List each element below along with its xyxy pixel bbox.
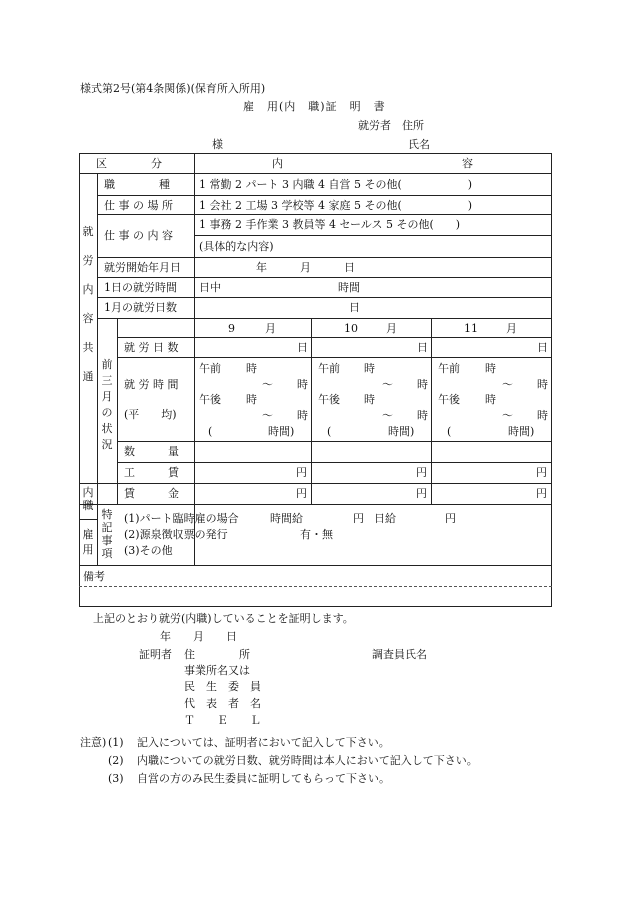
jigyosho-label: 事業所名又は [184,664,250,677]
form-number: 様式第2号(第4条関係)(保育所入所用) [80,82,266,95]
basho-label: 仕 事 の 場 所 [104,199,173,212]
chingin-yen-m2: 円 [416,487,427,500]
note-3-num: (3) [108,772,124,785]
note-3-text: 自営の方のみ民生委員に証明してもらって下さい。 [137,772,390,785]
nissu-label: 1月の就労日数 [104,301,177,314]
note-1-text: 記入については、証明者において記入して下さい。 [137,736,390,749]
worker-name-label: 氏名 [408,138,430,151]
col-you-header: 容 [462,157,473,170]
days-unit-m3: 日 [537,341,548,354]
tokki-nikkyu: 日給 [374,512,396,525]
shomeisha-label: 証明者 [139,648,172,661]
note-2-text: 内職についての就労日数、就労時間は本人において記入して下さい。 [137,754,478,767]
daihyo-label: 代 表 者 名 [184,697,261,710]
jusho-label: 住 所 [184,648,250,661]
worker-address-label: 就労者 住所 [358,119,424,132]
kaishi-label: 就労開始年月日 [104,261,181,274]
col-kubun-header: 区 分 [96,157,162,170]
certify-statement: 上記のとおり就労(内職)していることを証明します。 [93,612,354,625]
jikan-unit: 時間 [338,281,360,294]
kouchin-yen-m2: 円 [416,466,427,479]
note-1-num: (1) [108,736,124,749]
side-label-naishoku: 内 職 [82,486,94,512]
tel-label: Ｔ Ｅ Ｌ [184,714,261,727]
month-2-header: 10 月 [344,322,397,335]
gutai-naiyou-label: (具体的な内容) [199,240,274,253]
side-label-shugyo-naiyou-kyotsu: 就 労 内 容 共 通 [82,225,94,383]
shokushu-value: 1 常勤 2 パート 3 内職 4 自営 5 その他( ) [199,178,473,191]
month-1-header: 9 月 [228,322,276,335]
jikan-nichu: 日中 [199,281,221,294]
tokki-line2: (2)源泉徴収票の発行 [124,528,228,541]
tokki-line3: (3)その他 [124,544,173,557]
tokki-umu: 有・無 [300,528,333,541]
kouchin-yen-m1: 円 [296,466,307,479]
tokki-nikkyu-yen: 円 [445,512,456,525]
basho-value: 1 会社 2 工場 3 学校等 4 家庭 5 その他( ) [199,199,473,212]
side-label-koyou: 雇 用 [82,528,94,556]
tokki-line1: (1)パート臨時雇の場合 [124,512,239,525]
note-2-num: (2) [108,754,124,767]
document-title: 雇 用(内 職)証 明 書 [243,100,386,113]
tokki-jikankyu: 時間給 [270,512,303,525]
suryo-label: 数 量 [124,445,179,458]
chingin-yen-m3: 円 [536,487,547,500]
side-label-zen-sangetsu: 前 三 月 の 状 況 [101,358,113,451]
days-unit-m1: 日 [297,341,308,354]
col-uchi-header: 内 [272,157,283,170]
chingin-label: 賃 金 [124,487,179,500]
bikou-label: 備考 [83,570,105,583]
shokushu-label: 職 種 [104,178,170,191]
jikan-label: 1日の就労時間 [104,281,177,294]
days-label: 就 労 日 数 [124,341,179,354]
days-unit-m2: 日 [417,341,428,354]
side-label-tokki-jikou: 特 記 事 項 [101,508,113,560]
heikin-label: (平 均) [124,408,177,421]
naiyou-value: 1 事務 2 手作業 3 教員等 4 セールス 5 その他( ) [199,218,461,231]
tokki-jikankyu-yen: 円 [353,512,364,525]
kouchin-label: 工 賃 [124,466,179,479]
notes-prefix: 注意) [80,736,107,749]
sama-label: 様 [212,138,223,151]
kouchin-yen-m3: 円 [536,466,547,479]
chosain-label: 調査員氏名 [372,648,427,661]
certify-date: 年 月 日 [160,630,237,643]
minsei-label: 民 生 委 員 [184,680,261,693]
month-3-header: 11 月 [464,322,517,335]
kaishi-value: 年 月 日 [256,261,355,274]
naiyou-label: 仕 事 の 内 容 [104,229,173,242]
nissu-unit: 日 [349,301,360,314]
chingin-yen-m1: 円 [296,487,307,500]
hours-label: 就 労 時 間 [124,378,179,391]
